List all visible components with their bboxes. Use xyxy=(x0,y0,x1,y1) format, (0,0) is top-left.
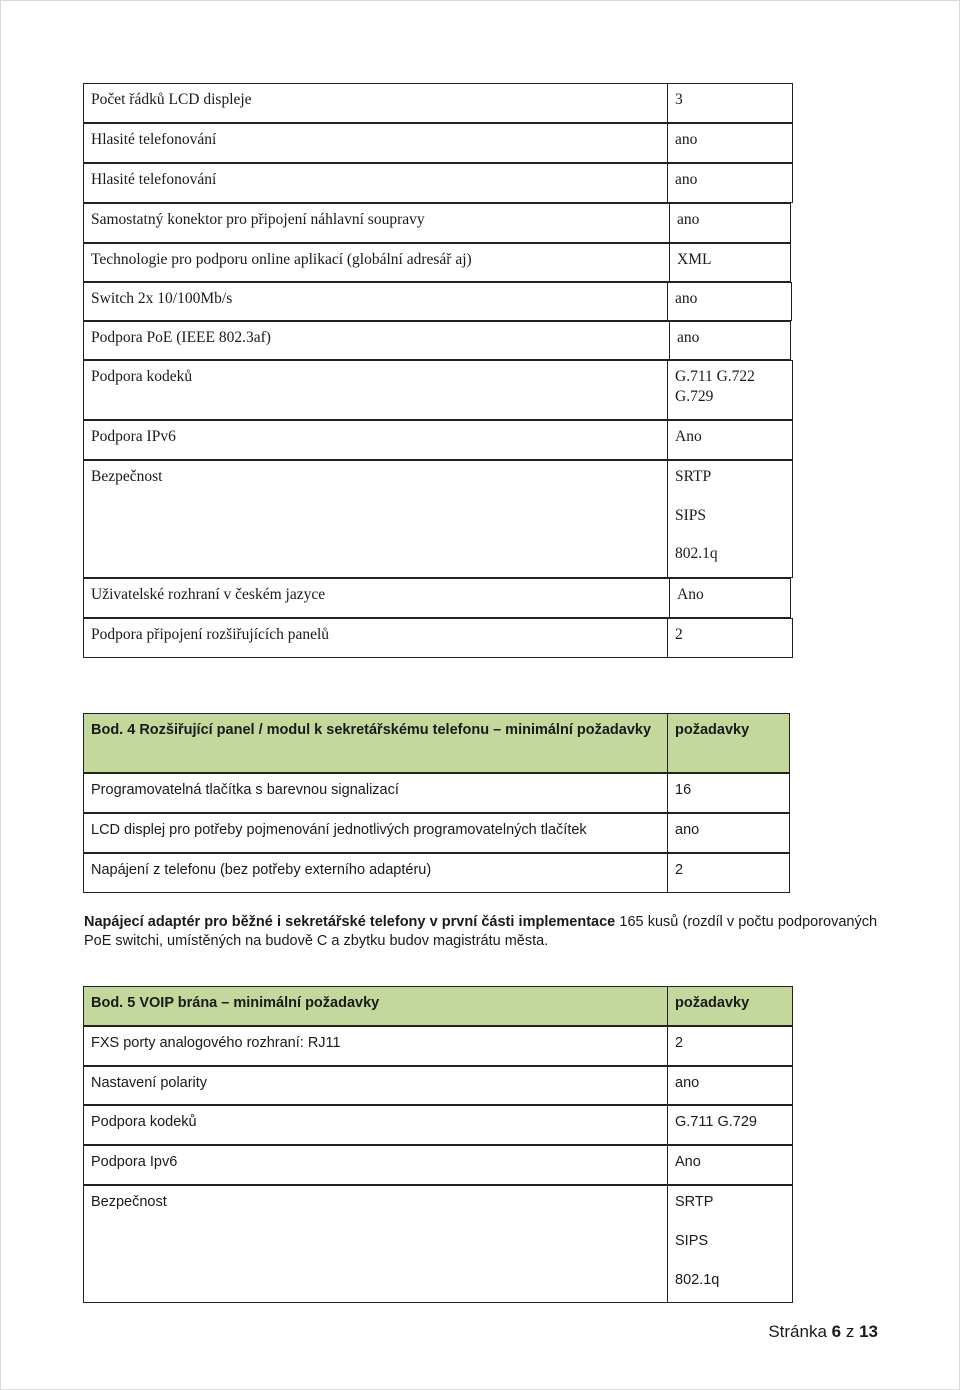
row-label: Samostatný konektor pro připojení náhlavní soupravy xyxy=(83,203,669,243)
security-line: 802.1q xyxy=(675,545,718,562)
table-row xyxy=(83,282,793,321)
security-line: SRTP xyxy=(675,468,712,485)
row-value: ano xyxy=(669,203,791,243)
table-row xyxy=(83,420,793,460)
row-label: Bezpečnost xyxy=(83,1185,667,1303)
row-value: Ano xyxy=(669,578,791,618)
table-row xyxy=(83,321,793,360)
row-label: FXS porty analogového rozhraní: RJ11 xyxy=(83,1026,667,1066)
row-value: 2 xyxy=(667,1026,793,1066)
row-value: 16 xyxy=(667,773,790,813)
row-label: Podpora kodeků xyxy=(83,1105,667,1145)
row-value: 3 xyxy=(667,83,793,123)
row-value: Ano xyxy=(667,420,793,460)
row-label: Nastavení polarity xyxy=(83,1066,667,1105)
table-row xyxy=(83,853,790,893)
security-line: SRTP xyxy=(675,1194,714,1210)
row-value: ano xyxy=(667,123,793,163)
row-label: Podpora Ipv6 xyxy=(83,1145,667,1185)
table-row xyxy=(83,773,790,813)
row-label: Hlasité telefonování xyxy=(83,123,667,163)
row-value xyxy=(667,460,793,578)
table-row xyxy=(83,1026,793,1066)
table-row xyxy=(83,578,793,618)
adapter-paragraph xyxy=(84,913,877,951)
row-label: Switch 2x 10/100Mb/s xyxy=(83,282,667,321)
row-label: Napájení z telefonu (bez potřeby externího adaptéru) xyxy=(83,853,667,893)
footer-sep: z xyxy=(845,1322,855,1341)
row-label: Podpora kodeků xyxy=(83,360,667,420)
row-value: 2 xyxy=(667,853,790,893)
row-label: Technologie pro podporu online aplikací (globální adresář aj) xyxy=(83,243,669,282)
row-value: 2 xyxy=(667,618,793,658)
table-header-row xyxy=(83,986,793,1026)
row-label: Hlasité telefonování xyxy=(83,163,667,203)
row-label: Podpora PoE (IEEE 802.3af) xyxy=(83,321,669,360)
table-row xyxy=(83,813,790,853)
codec-line: G.729 xyxy=(675,388,714,405)
section-heading-value: požadavky xyxy=(667,713,790,773)
table-row xyxy=(83,618,793,658)
row-label: Bezpečnost xyxy=(83,460,667,578)
paragraph-rest: kusů (rozdíl v počtu podporovaných PoE switchi, umístěných na budově C a zbytku budov magistrátu města. xyxy=(84,914,878,949)
row-value xyxy=(667,360,793,420)
table-header-row xyxy=(83,713,790,773)
security-line: 802.1q xyxy=(675,1272,720,1288)
footer-prefix: Stránka xyxy=(768,1322,827,1341)
table-row xyxy=(83,83,793,123)
footer-total: 13 xyxy=(859,1322,878,1341)
table-row xyxy=(83,360,793,420)
row-label: Uživatelské rozhraní v českém jazyce xyxy=(83,578,669,618)
row-label: Počet řádků LCD displeje xyxy=(83,83,667,123)
table-row xyxy=(83,1145,793,1185)
row-label: LCD displej pro potřeby pojmenování jednotlivých programovatelných tlačítek xyxy=(83,813,667,853)
row-value: Ano xyxy=(667,1145,793,1185)
row-value xyxy=(667,1185,793,1303)
page-number xyxy=(768,1322,878,1342)
table-row xyxy=(83,460,793,578)
security-line: SIPS xyxy=(675,506,707,524)
table-row xyxy=(83,1066,793,1105)
paragraph-count: 165 xyxy=(619,914,644,930)
table-row xyxy=(83,1105,793,1145)
security-line: SIPS xyxy=(675,1233,709,1249)
row-value: G.711 G.729 xyxy=(667,1105,793,1145)
row-value: ano xyxy=(669,321,791,360)
codec-line: G.711 G.722 xyxy=(675,368,755,385)
section-heading: Bod. 5 VOIP brána – minimální požadavky xyxy=(83,986,667,1026)
row-value: ano xyxy=(667,813,790,853)
row-label: Podpora IPv6 xyxy=(83,420,667,460)
row-value: ano xyxy=(667,282,792,321)
table-row xyxy=(83,243,793,282)
section-heading: Bod. 4 Rozšiřující panel / modul k sekretářskému telefonu – minimální požadavky xyxy=(83,713,667,773)
table-row xyxy=(83,163,793,203)
table-row xyxy=(83,123,793,163)
row-value: ano xyxy=(667,163,793,203)
row-label: Podpora připojení rozšiřujících panelů xyxy=(83,618,667,658)
table-row xyxy=(83,1185,793,1303)
footer-page: 6 xyxy=(831,1322,842,1341)
row-label: Programovatelná tlačítka s barevnou signalizací xyxy=(83,773,667,813)
row-value: XML xyxy=(669,243,791,282)
section-heading-value: požadavky xyxy=(667,986,793,1026)
row-value: ano xyxy=(667,1066,793,1105)
paragraph-bold: Napájecí adaptér pro běžné i sekretářské telefony v první části implementace xyxy=(84,914,616,930)
table-row xyxy=(83,203,793,243)
